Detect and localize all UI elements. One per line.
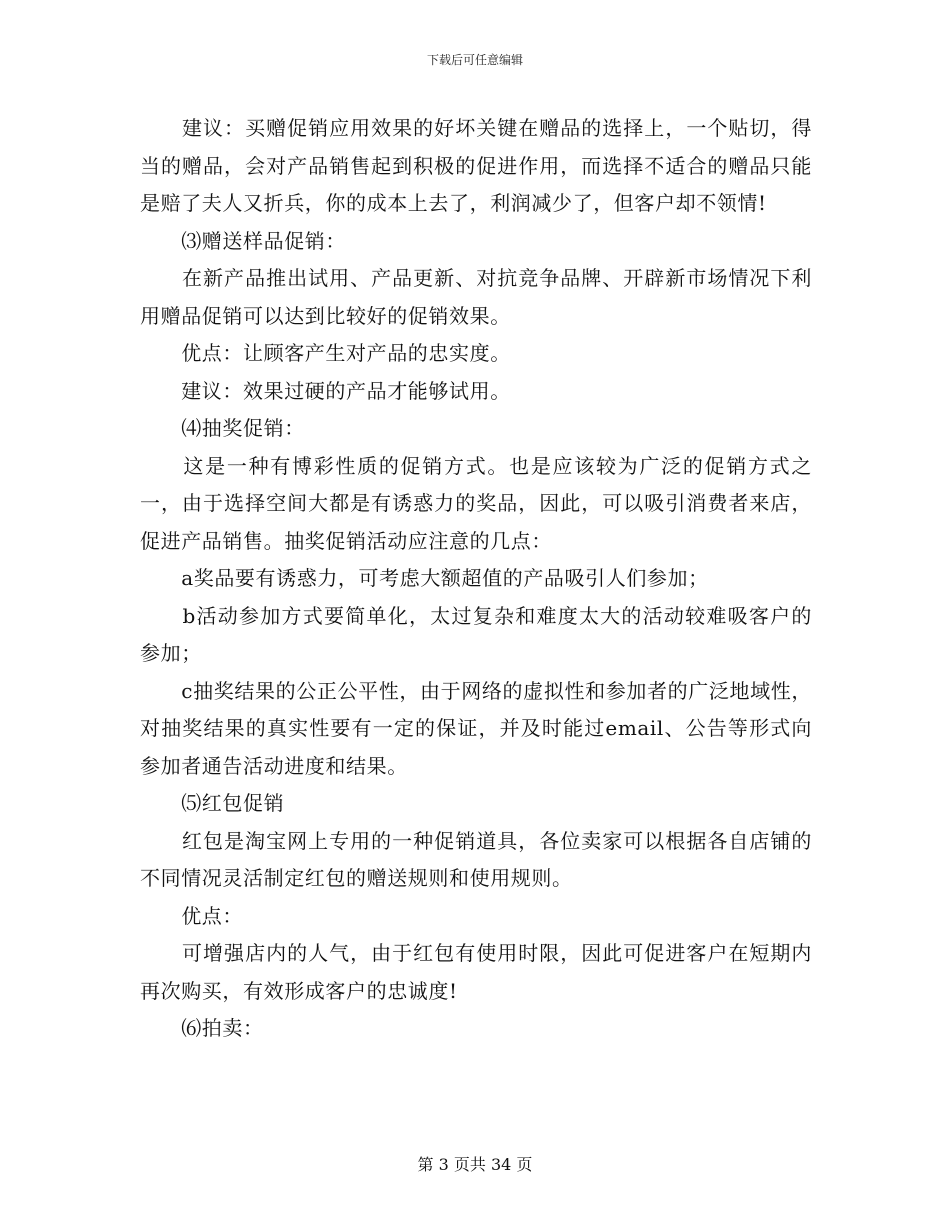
paragraph-lottery-description: 这是一种有博彩性质的促销方式。也是应该较为广泛的促销方式之一，由于选择空间大都是有诱惑力的奖品，因此，可以吸引消费者来店，促进产品销售。抽奖促销活动应注意的几点：	[140, 453, 812, 553]
page-header-note: 下载后可任意编辑	[426, 53, 523, 67]
list-item-lottery-b: b活动参加方式要简单化，太过复杂和难度太大的活动较难吸客户的参加；	[140, 603, 812, 665]
paragraph-sample-advantage: 优点：让顾客产生对产品的忠实度。	[140, 341, 511, 365]
list-item-lottery-a: a奖品要有诱惑力，可考虑大额超值的产品吸引人们参加；	[140, 566, 709, 590]
heading-red-packet-promotion: ⑸红包促销	[140, 791, 285, 815]
paragraph-red-packet-advantage-label: 优点：	[140, 903, 243, 928]
paragraph-sample-advice: 建议：效果过硬的产品才能够试用。	[140, 378, 511, 403]
heading-sample-promotion: ⑶赠送样品促销：	[140, 228, 346, 253]
paragraph-red-packet-advantage: 可增强店内的人气，由于红包有使用时限，因此可促进客户在短期内再次购买，有效形成客户的忠诚度!	[140, 941, 812, 1003]
paragraph-gift-advice: 建议：买赠促销应用效果的好坏关键在赠品的选择上，一个贴切，得当的赠品，会对产品销售起到积极的促进作用，而选择不适合的赠品只能是赔了夫人又折兵，你的成本上去了，利润减少了，但客户却不领情!	[140, 116, 812, 215]
page-number: 第 3 页共 34 页	[417, 1155, 533, 1174]
document-body	[140, 110, 812, 1048]
paragraph-red-packet-description: 红包是淘宝网上专用的一种促销道具，各位卖家可以根据各自店铺的不同情况灵活制定红包的赠送规则和使用规则。	[140, 828, 812, 890]
list-item-lottery-c: c抽奖结果的公正公平性，由于网络的虚拟性和参加者的广泛地域性，对抽奖结果的真实性要有一定的保证，并及时能过email、公告等形式向参加者通告活动进度和结果。	[140, 678, 812, 778]
heading-auction: ⑹拍卖：	[140, 1016, 264, 1040]
heading-lottery-promotion: ⑷抽奖促销：	[140, 416, 305, 440]
paragraph-sample-usage: 在新产品推出试用、产品更新、对抗竞争品牌、开辟新市场情况下利用赠品促销可以达到比较好的促销效果。	[140, 266, 812, 328]
